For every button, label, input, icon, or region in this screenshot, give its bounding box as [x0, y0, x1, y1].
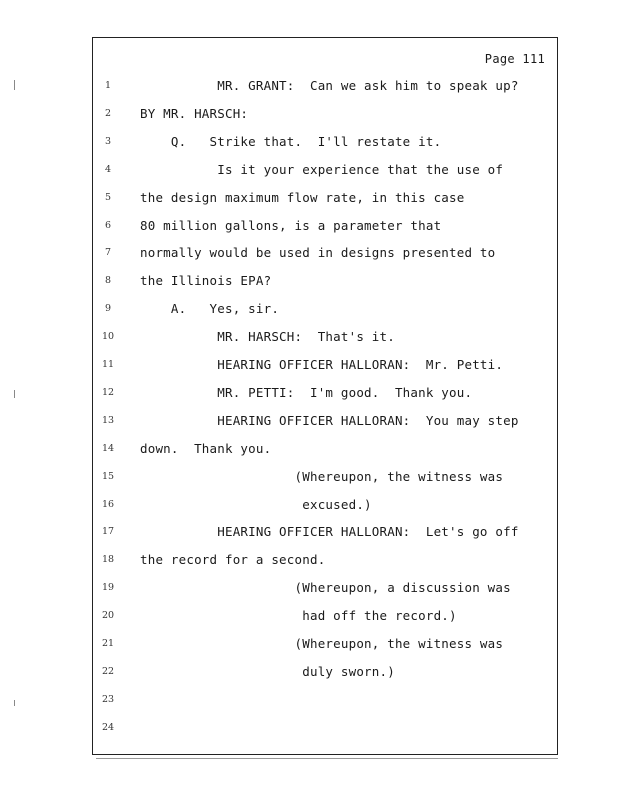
transcript-line: HEARING OFFICER HALLORAN: Mr. Petti.: [140, 357, 504, 372]
transcript-line: BY MR. HARSCH:: [140, 105, 249, 121]
line-number: 15: [101, 470, 115, 482]
margin-mark: [14, 700, 15, 706]
margin-mark: [14, 390, 15, 398]
line-number: 2: [104, 107, 112, 119]
transcript-line: 80 million gallons, is a parameter that: [140, 217, 442, 233]
transcript-line: HEARING OFFICER HALLORAN: Let's go off: [140, 524, 519, 540]
line-number: 24: [101, 721, 115, 733]
transcript-line: had off the record.): [140, 608, 457, 624]
transcript-line: Is it your experience that the use of: [140, 161, 504, 177]
page-number: Page 111: [484, 52, 545, 66]
line-number: 13: [101, 414, 115, 426]
transcript-line: the record for a second.: [140, 552, 326, 568]
line-number: 1: [104, 80, 112, 91]
line-number: 8: [104, 275, 112, 287]
line-number: 5: [104, 191, 112, 203]
transcript-line: MR. PETTI: I'm good. Thank you.: [140, 384, 473, 400]
line-number: 20: [101, 610, 115, 622]
transcript-page: [92, 37, 558, 755]
line-number: 18: [101, 554, 115, 566]
line-number: 4: [104, 163, 112, 175]
transcript-line: A. Yes, sir.: [140, 301, 280, 317]
line-number: 6: [104, 219, 112, 231]
line-number: 17: [101, 526, 115, 538]
transcript-line: MR. GRANT: Can we ask him to speak up?: [140, 78, 519, 93]
transcript-line: Q. Strike that. I'll restate it.: [140, 133, 442, 149]
line-number: 21: [101, 638, 115, 649]
line-number: 11: [101, 359, 115, 370]
transcript-line: (Whereupon, a discussion was: [140, 580, 511, 596]
transcript-line: duly sworn.): [140, 663, 395, 679]
line-number: 19: [101, 582, 115, 594]
transcript-line: down. Thank you.: [140, 440, 272, 456]
transcript-line: the Illinois EPA?: [140, 273, 272, 289]
line-number: 12: [101, 386, 115, 398]
line-number: 14: [101, 442, 115, 454]
line-number: 16: [101, 498, 115, 510]
line-number: 22: [101, 665, 115, 677]
margin-mark: [14, 80, 15, 90]
line-number: 10: [101, 331, 115, 343]
transcript-line: (Whereupon, the witness was: [140, 636, 504, 651]
transcript-line: normally would be used in designs presented to: [140, 245, 496, 261]
line-number: 7: [104, 247, 112, 259]
line-number: 3: [104, 135, 112, 147]
transcript-line: (Whereupon, the witness was: [140, 468, 504, 484]
line-number: 23: [101, 693, 115, 705]
transcript-line: excused.): [140, 496, 372, 512]
transcript-line: HEARING OFFICER HALLORAN: You may step: [140, 412, 519, 428]
transcript-line: MR. HARSCH: That's it.: [140, 329, 395, 345]
bottom-rule: [96, 758, 558, 759]
line-number: 9: [104, 303, 112, 315]
transcript-line: the design maximum flow rate, in this case: [140, 189, 465, 205]
